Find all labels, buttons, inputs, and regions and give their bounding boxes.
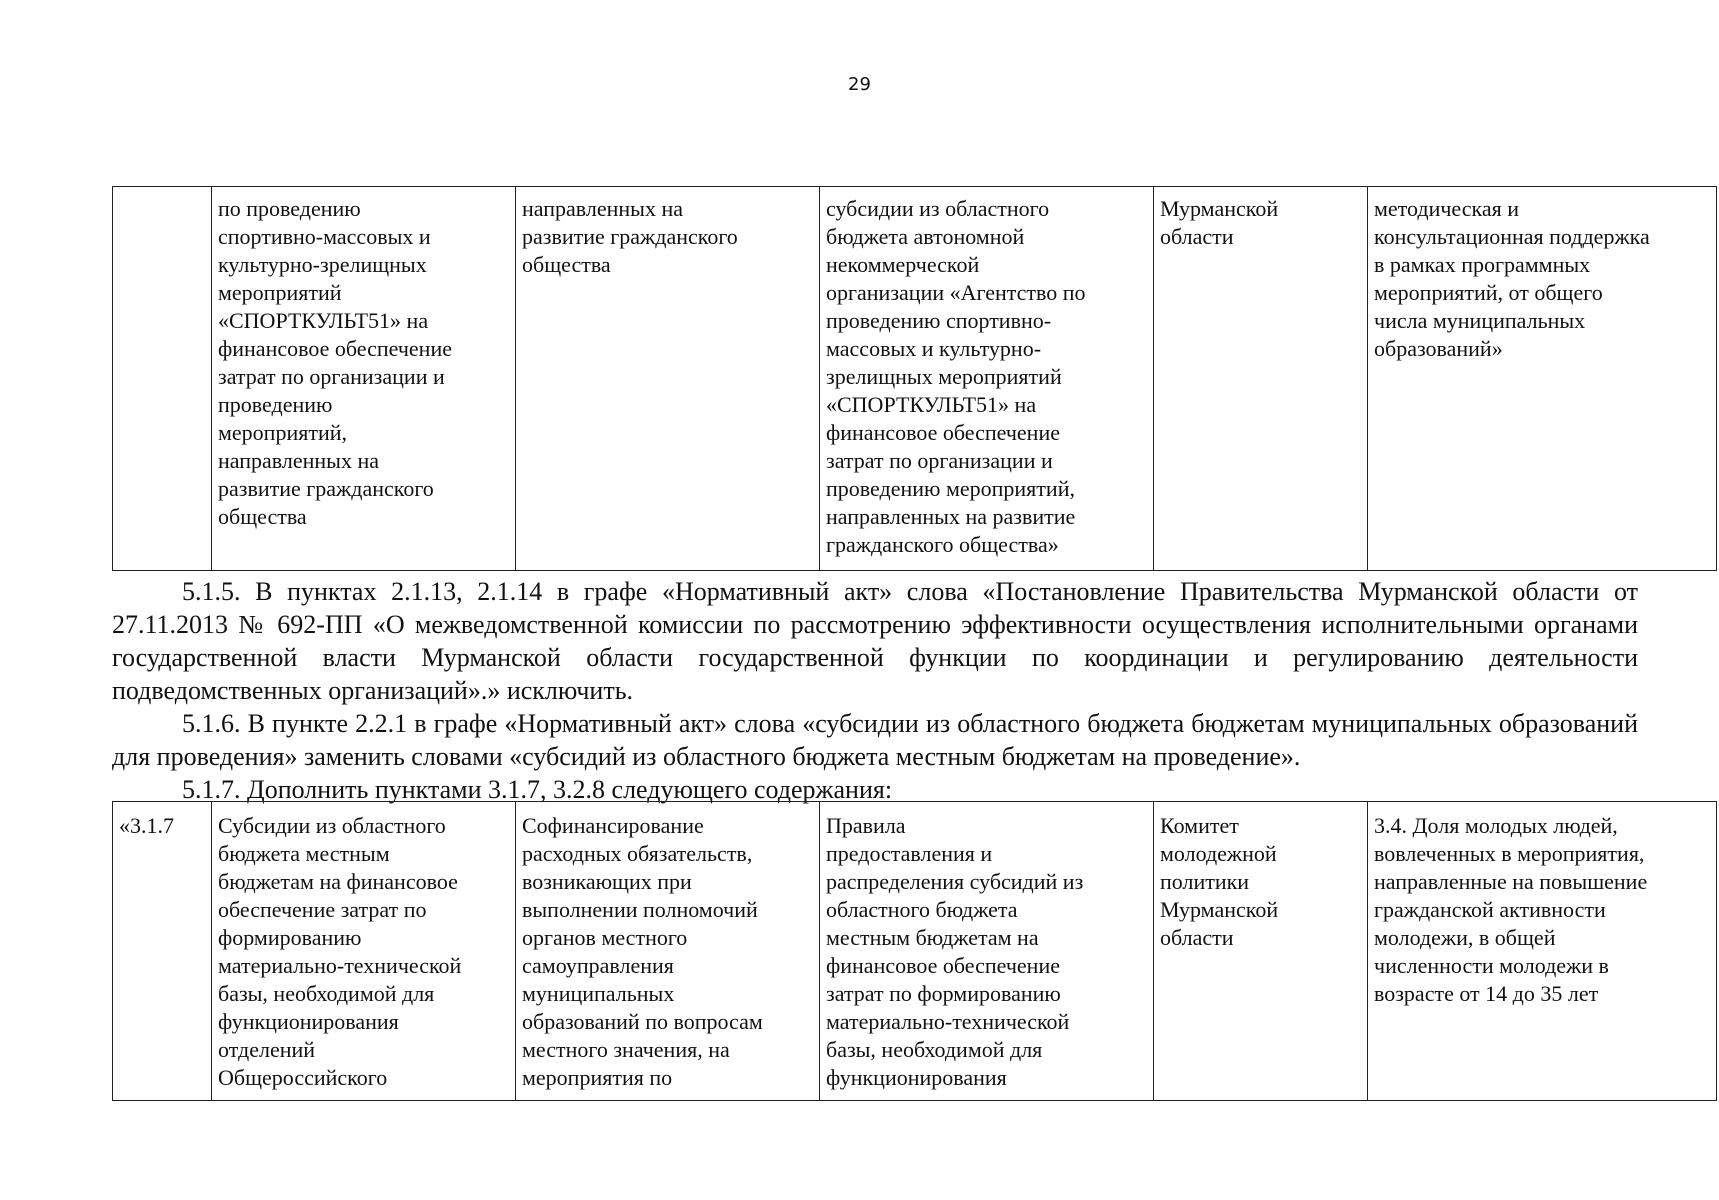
paragraph-5-1-5: 5.1.5. В пунктах 2.1.13, 2.1.14 в графе «Нормативный акт» слова «Постановление Правительства Мурманской области от 27.11.2013 № 692-ПП «О межведомственной комиссии по рассмотрению эффективности осуществления исполнительными органами государственной власти Мурманской области государственной функции по координации и регулированию деятельности подведомственных организаций».» исключить. [112, 577, 1638, 705]
page-number: 29 [848, 74, 871, 95]
amendment-text [112, 575, 1638, 806]
table-cell-executor: Мурманской области [1154, 187, 1368, 571]
table-cell-purpose: Софинансирование расходных обязательств, возникающих при выполнении полномочий органов местного самоуправления муниципальных образований по вопросам местного значения, на мероприятия по [516, 802, 820, 1101]
table-cell-normative-act: Правила предоставления и распределения субсидий из областного бюджета местным бюджетам на финансовое обеспечение затрат по формированию материально-технической базы, необходимой для функционирования [820, 802, 1154, 1101]
table-cell-normative-act: субсидии из областного бюджета автономной некоммерческой организации «Агентство по проведению спортивно- массовых и культурно- зрелищных мероприятий «СПОРТКУЛЬТ51» на финансовое обеспечение затрат по организации и проведению мероприятий, направленных на развитие гражданского общества» [820, 187, 1154, 571]
table-cell-indicator: 3.4. Доля молодых людей, вовлеченных в мероприятия, направленные на повышение гражданской активности молодежи, в общей численности молодежи в возрасте от 14 до 35 лет [1368, 802, 1717, 1101]
table-cell-purpose: направленных на развитие гражданского общества [516, 187, 820, 571]
table-cell-number: «3.1.7 [113, 802, 212, 1101]
table-cell-number [113, 187, 212, 571]
table-continuation [112, 186, 1717, 571]
table-cell-executor: Комитет молодежной политики Мурманской области [1154, 802, 1368, 1101]
paragraph-5-1-7: 5.1.7. Дополнить пунктами 3.1.7, 3.2.8 следующего содержания: [182, 775, 893, 804]
table-cell-indicator: методическая и консультационная поддержка в рамках программных мероприятий, от общего числа муниципальных образований» [1368, 187, 1717, 571]
table-addition [112, 801, 1717, 1101]
table-row [113, 187, 1717, 571]
paragraph-5-1-6: 5.1.6. В пункте 2.2.1 в графе «Нормативный акт» слова «субсидии из областного бюджета бюджетам муниципальных образований для проведения» заменить словами «субсидий из областного бюджета местным бюджетам на проведение». [112, 709, 1638, 771]
table-cell-name: по проведению спортивно-массовых и культурно-зрелищных мероприятий «СПОРТКУЛЬТ51» на финансовое обеспечение затрат по организации и проведению мероприятий, направленных на развитие гражданского общества [212, 187, 516, 571]
table-cell-name: Субсидии из областного бюджета местным бюджетам на финансовое обеспечение затрат по формированию материально-технической базы, необходимой для функционирования отделений Общероссийского [212, 802, 516, 1101]
table-row [113, 802, 1717, 1101]
